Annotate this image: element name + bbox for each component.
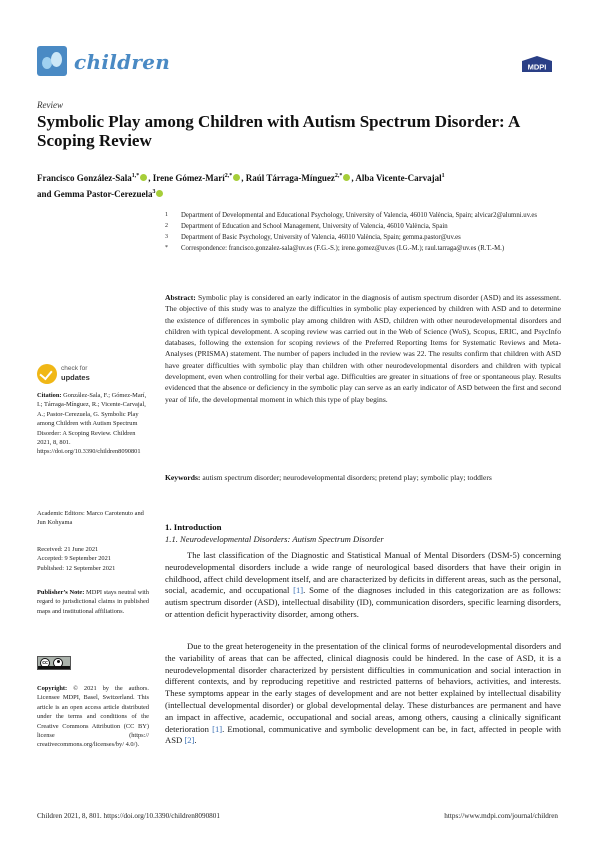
- check-for-updates-button[interactable]: check for updates: [37, 362, 117, 386]
- keywords-text: autism spectrum disorder; neurodevelopmental disorders; pretend play; symbolic play; toddlers: [202, 473, 492, 482]
- keywords: [165, 472, 561, 483]
- author-name[interactable]: Raúl Tárraga-Mínguez: [245, 173, 335, 183]
- author-name[interactable]: Alba Vicente-Carvajal: [355, 173, 442, 183]
- abstract-text: Symbolic play is considered an early indicator in the diagnosis of autism spectrum disorder (ASD) and its assessment. The objective of this study was to analyze the difficulties in symbolic play experienced by children with ASD and to determine the existence of differences in symbolic play among children with ASD, children with other neurodevelopmental disorders and children with typical development. A scoping review was carried out in the Web of Science (WoS), Scopus, ERIC, and PsycInfo databases, following the extension for scoping reviews of the Preferred Reporting Items for Systematic Reviews and Meta-Analyses (PRISMA) statement. The number of papers included in the review was 22. The results confirm that children with ASD have greater difficulties with symbolic play than children with other neurodevelopmental disorders and children with typical development, even when controlling for their verbal age. Difficulties are greater in situations of free or spontaneous play. Results evidenced that the absence or deficiency in the symbolic play can serve as an early indicator of ASD between the first and second year of life, the developmental moment in which this type of play begins.: [165, 293, 561, 404]
- correspondence-item: * Correspondence: francisco.gonzalez-sala@uv.es (F.G.-S.); irene.gomez@uv.es (I.G.-M.); raul.tarraga@uv.es (R.T.-M.): [165, 245, 505, 253]
- body-paragraph: Due to the great heterogeneity in the presentation of the clinical forms of neurodevelopmental disorders and the variability of areas that can be affected, clinical diagnosis could be hindered. In the case of ASD, it is a neurodevelopmental disorder characterized by persistent difficulties in communication and social interaction in different contexts, and by reproducing repetitive and restricted patterns of behaviors, activities, and interests. These symptoms appear in the early stages of development and are not better explained by intellectual disability (intellectual developmental disorder) or global developmental delay. These disturbances are permanent and have an impact in affective, academic, occupational and social areas, among others, causing a clinically significant deterioration [1]. Emotional, communicative and symbolic development can be, in fact, affected in people with ASD [2].: [165, 641, 561, 746]
- citation-block: Citation: González-Sala, F.; Gómez-Marí, I.; Tárraga-Mínguez, R.; Vicente-Carvajal, A.; Pastor-Cerezuela, G. Symbolic Play among Children with Autism Spectrum Disorder: A Scoping Review. Children 2021, 8, 801. https://doi.org/10.3390/children8090801: [37, 392, 147, 456]
- reference-link[interactable]: [1]: [293, 585, 304, 596]
- affiliations: [165, 211, 560, 255]
- subsection-heading: 1.1. Neurodevelopmental Disorders: Autism Spectrum Disorder: [165, 534, 384, 544]
- author-list: Francisco González-Sala$^{1,*}$ , Irene Gómez-Marí$^{2,*}$ , Raúl Tárraga-Mínguez$^{2,*}$ , Alba Vicente-Carvajal$^1$ and Gemma Pastor-Cerezuela$^3$: [37, 173, 445, 199]
- article-title: Symbolic Play among Children with Autism Spectrum Disorder: A Scoping Review: [37, 112, 520, 150]
- published-date: Published: 12 September 2021: [37, 564, 116, 572]
- article-type: Review: [37, 100, 63, 110]
- journal-logo-icon: [37, 46, 67, 76]
- reference-link[interactable]: [2]: [184, 735, 195, 746]
- reference-link[interactable]: [1]: [212, 723, 223, 734]
- mdpi-logo-icon: [518, 55, 556, 75]
- journal-name: children: [74, 50, 171, 74]
- author-name[interactable]: Gemma Pastor-Cerezuela: [53, 189, 153, 199]
- affiliation-item: 3 Department of Basic Psychology, University of Valencia, 46010 València, Spain; gemma.pastor@uv.es: [165, 234, 461, 242]
- section-heading: 1. Introduction: [165, 522, 222, 532]
- body-paragraph: The last classification of the Diagnostic and Statistical Manual of Mental Disorders (DSM-5) concerning neurodevelopmental disorders include a wide range of neurological based disorders that have their origin in childhood, affect child development itself, and are characterized by deficits in different areas, such as the personal, social, academic, and occupational [1]. Some of the diagnoses included in this categorization are as follows: autism spectrum disorder (ASD), intellectual disability (ID), communication disorders, specific learning disorders, or attention deficit hyperactivity disorder, among others.: [165, 550, 561, 619]
- received-date: Received: 21 June 2021: [37, 546, 99, 553]
- author-conjunction: and: [37, 189, 52, 199]
- publication-dates: [37, 545, 149, 573]
- publisher-name: MDPI: [527, 62, 547, 72]
- author-name[interactable]: Irene Gómez-Marí: [152, 173, 225, 183]
- keywords-label: Keywords:: [165, 473, 201, 482]
- abstract: [165, 292, 561, 405]
- orcid-icon[interactable]: [156, 190, 163, 197]
- cc-by-license-icon[interactable]: cc: [37, 656, 71, 670]
- academic-editors: Academic Editors: Marco Carotenuto and Jun Kohyama: [37, 510, 144, 527]
- publisher-note: Publisher’s Note: MDPI stays neutral with regard to jurisdictional claims in published maps and institutional affiliations.: [37, 589, 149, 615]
- copyright-block: Copyright: © 2021 by the authors. Licensee MDPI, Basel, Switzerland. This article is an open access article distributed under the terms and conditions of the Creative Commons Attribution (CC BY) license (https:// creativecommons.org/licenses/by/ 4.0/).: [37, 685, 149, 749]
- footer-journal-link[interactable]: https://www.mdpi.com/journal/children: [444, 812, 558, 820]
- affiliation-item: 1 Department of Developmental and Educational Psychology, University of Valencia, 46010 València, Spain; alvicar2@alumni.uv.es: [165, 212, 538, 219]
- accepted-date: Accepted: 9 September 2021: [37, 555, 112, 563]
- check-updates-icon: [37, 364, 57, 384]
- author-name[interactable]: Francisco González-Sala: [37, 173, 132, 183]
- orcid-icon[interactable]: [140, 174, 147, 181]
- orcid-icon[interactable]: [233, 174, 240, 181]
- affiliation-item: 2 Department of Education and School Management, University of Valencia, 46010 València, Spain: [165, 223, 448, 231]
- abstract-label: Abstract:: [165, 293, 196, 302]
- orcid-icon[interactable]: [343, 174, 350, 181]
- footer-citation: Children 2021, 8, 801. https://doi.org/10.3390/children8090801: [37, 812, 220, 820]
